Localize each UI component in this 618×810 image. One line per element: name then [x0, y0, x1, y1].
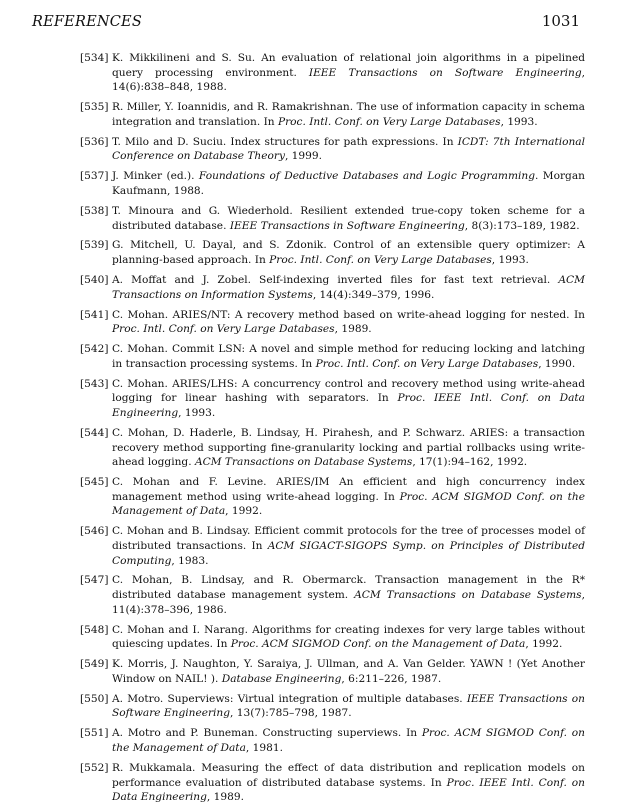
reference-venue: Proc. Intl. Conf. on Very Large Databases	[277, 115, 501, 128]
reference-entry	[80, 204, 585, 233]
reference-details: , 8(3):173–189, 1982.	[464, 219, 580, 232]
reference-details: , 14(6):838–848, 1988.	[112, 66, 585, 94]
reference-number: [537]	[80, 170, 109, 183]
reference-number: [549]	[80, 658, 109, 671]
reference-text: J. Minker (ed.).	[112, 170, 199, 183]
reference-entry	[80, 100, 585, 129]
reference-entry	[80, 475, 585, 519]
reference-text: C. Mohan. Commit LSN: A novel and simple method for reducing locking and latching in transaction processing systems. In	[112, 343, 585, 370]
reference-entry	[80, 377, 585, 421]
reference-venue: Proc. IEEE Intl. Conf. on Data Engineering	[112, 776, 585, 804]
reference-entry	[80, 169, 585, 198]
reference-text: A. Motro and P. Buneman. Constructing superviews. In	[112, 727, 422, 740]
reference-entry	[80, 51, 585, 95]
reference-text: C. Mohan and F. Levine. ARIES/IM An efficient and high concurrency index management method using write-ahead logging. In	[112, 476, 585, 503]
reference-venue: ACM Transactions on Information Systems	[112, 274, 585, 301]
reference-venue: Proc. ACM SIGMOD Conf. on the Management of Data	[230, 638, 526, 651]
reference-number: [544]	[80, 426, 109, 439]
reference-number: [543]	[80, 377, 109, 390]
reference-number: [538]	[80, 204, 109, 217]
reference-entry	[80, 524, 585, 568]
reference-venue: Foundations of Deductive Databases and Logic Programming	[198, 170, 535, 183]
reference-entry	[80, 692, 585, 721]
reference-number: [551]	[80, 727, 109, 740]
reference-text: G. Mitchell, U. Dayal, and S. Zdonik. Control of an extensible query optimizer: A planning-based approach. In	[112, 239, 585, 267]
reference-venue: ACM SIGACT-SIGOPS Symp. on Principles of Distributed Computing	[112, 539, 585, 567]
reference-list	[80, 51, 585, 810]
reference-number: [548]	[80, 623, 109, 636]
reference-details: , 1993.	[178, 406, 216, 419]
reference-text: R. Miller, Y. Ioannidis, and R. Ramakrishnan. The use of information capacity in schema integration and translation. In	[112, 101, 585, 128]
reference-details: , 1993.	[500, 115, 538, 128]
reference-number: [539]	[80, 239, 109, 252]
reference-text: C. Mohan and I. Narang. Algorithms for creating indexes for very large tables without quiescing updates. In	[112, 623, 585, 651]
reference-entry	[80, 238, 585, 267]
reference-number: [542]	[80, 343, 109, 356]
reference-number: [546]	[80, 525, 109, 538]
reference-text: T. Milo and D. Suciu. Index structures for path expressions. In	[112, 135, 458, 148]
reference-number: [536]	[80, 135, 109, 148]
reference-details: . Morgan Kaufmann, 1988.	[112, 170, 585, 197]
reference-text: R. Mukkamala. Measuring the effect of data distribution and replication models on performance evaluation of distributed database systems. In	[112, 761, 585, 789]
reference-entry	[80, 426, 585, 470]
reference-details: , 11(4):378–396, 1986.	[112, 589, 585, 616]
reference-venue: Proc. Intl. Conf. on Very Large Databases	[315, 357, 539, 370]
reference-number: [545]	[80, 476, 109, 489]
reference-text: A. Motro. Superviews: Virtual integration of multiple databases.	[112, 692, 467, 705]
reference-entry	[80, 623, 585, 652]
reference-number: [535]	[80, 101, 109, 114]
reference-text: C. Mohan, B. Lindsay, and R. Obermarck. Transaction management in the R* distributed database management system.	[112, 574, 585, 602]
reference-details: , 1981.	[245, 741, 283, 754]
reference-details: , 1992.	[525, 638, 563, 651]
reference-entry	[80, 573, 585, 617]
reference-details: , 1989.	[334, 323, 372, 336]
running-header	[32, 12, 580, 36]
reference-venue: ACM Transactions on Database Systems	[354, 589, 582, 602]
page-number: 1031	[541, 12, 580, 30]
reference-venue: Proc. Intl. Conf. on Very Large Databases	[112, 323, 335, 336]
reference-venue: Proc. Intl. Conf. on Very Large Databases	[269, 254, 492, 267]
reference-details: , 1989.	[206, 791, 244, 804]
running-title: REFERENCES	[32, 14, 142, 30]
reference-number: [541]	[80, 308, 109, 321]
reference-number: [534]	[80, 52, 109, 64]
reference-text: C. Mohan. ARIES/LHS: A concurrency control and recovery method using write-ahead logging for linear hashing with separators. In	[112, 377, 585, 405]
reference-venue: IEEE Transactions in Software Engineering	[229, 219, 465, 232]
reference-text: C. Mohan, D. Haderle, B. Lindsay, H. Pirahesh, and P. Schwarz. ARIES: a transaction recovery method supporting fine-granularity locking and partial rollbacks using write-ahead logging.	[112, 426, 585, 469]
reference-entry	[80, 135, 585, 164]
reference-venue: Proc. ACM SIGMOD Conf. on the Management of Data	[112, 490, 585, 518]
reference-text: A. Moffat and J. Zobel. Self-indexing inverted files for fast text retrieval.	[112, 274, 559, 287]
reference-entry	[80, 273, 585, 302]
reference-entry	[80, 342, 585, 371]
reference-text: T. Minoura and G. Wiederhold. Resilient extended true-copy token scheme for a distributed database.	[112, 204, 585, 232]
reference-venue: ICDT: 7th International Conference on Database Theory	[112, 135, 586, 163]
reference-venue: Proc. IEEE Intl. Conf. on Data Engineering	[112, 392, 585, 419]
reference-text: K. Mikkilineni and S. Su. An evaluation of relational join algorithms in a pipelined query processing environment.	[112, 52, 585, 79]
reference-entry	[80, 657, 585, 686]
reference-venue: Proc. ACM SIGMOD Conf. on the Management of Data	[112, 727, 585, 754]
reference-number: [547]	[80, 574, 109, 587]
reference-venue: Database Engineering	[221, 672, 342, 685]
reference-number: [550]	[80, 692, 109, 705]
reference-entry	[80, 761, 585, 805]
reference-venue: ACM Transactions on Database Systems	[194, 456, 413, 469]
reference-details: , 1992.	[225, 505, 263, 518]
reference-details: , 13(7):785–798, 1987.	[230, 707, 352, 720]
reference-entry	[80, 308, 585, 337]
reference-details: , 14(4):349–379, 1996.	[312, 288, 435, 301]
reference-details: , 1983.	[171, 554, 209, 567]
reference-text: C. Mohan. ARIES/NT: A recovery method based on write-ahead logging for nested. In	[112, 308, 585, 321]
reference-venue: IEEE Transactions on Software Engineering	[308, 66, 582, 79]
reference-details: , 17(1):94–162, 1992.	[412, 456, 528, 469]
reference-number: [552]	[80, 761, 109, 774]
reference-details: , 1990.	[538, 357, 576, 370]
reference-details: , 1999.	[284, 150, 323, 163]
reference-details: , 1993.	[491, 254, 529, 267]
reference-text: K. Morris, J. Naughton, Y. Saraiya, J. Ullman, and A. Van Gelder. YAWN ! (Yet Another Window on NAIL! ).	[112, 658, 585, 685]
reference-venue: IEEE Transactions on Software Engineering	[112, 692, 585, 720]
reference-entry	[80, 726, 585, 755]
reference-details: , 6:211–226, 1987.	[341, 672, 442, 685]
reference-text: C. Mohan and B. Lindsay. Efficient commit protocols for the tree of processes model of distributed transactions. In	[112, 525, 585, 552]
reference-number: [540]	[80, 274, 109, 287]
